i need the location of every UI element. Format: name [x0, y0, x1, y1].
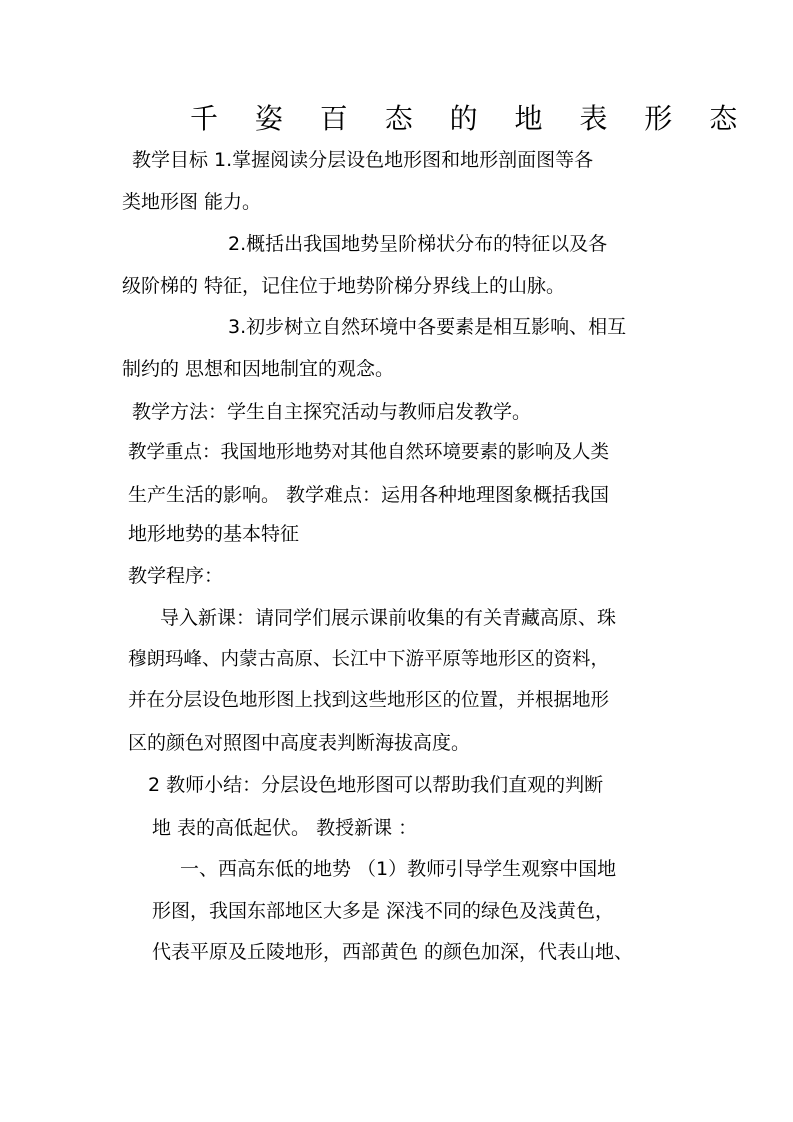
text-line-5: 3.初步树立自然环境中各要素是相互影响、相互 [228, 316, 627, 338]
text-line-3: 2.概括出我国地势呈阶梯状分布的特征以及各 [228, 233, 608, 255]
text-line-17: 地 表的高低起伏。 教授新课 ： [152, 817, 418, 839]
text-line-8: 教学重点：我国地形地势对其他自然环境要素的影响及人类 [128, 442, 610, 463]
text-line-6: 制约的 思想和因地制宜的观念。 [122, 358, 395, 380]
text-line-20: 代表平原及丘陵地形，西部黄色 的颜色加深，代表山地、 [152, 941, 634, 963]
text-line-7: 教学方法：学生自主探究活动与教师启发教学。 [132, 401, 532, 423]
text-line-4: 级阶梯的 特征，记住位于地势阶梯分界线上的山脉。 [122, 275, 566, 297]
text-line-11: 教学程序： [128, 565, 224, 587]
text-line-16: 2 教师小结：分层设色地形图可以帮助我们直观的判断 [148, 774, 604, 796]
text-line-13: 穆朗玛峰、内蒙古高原、长江中下游平原等地形区的资料， [128, 649, 610, 670]
text-line-15: 区的颜色对照图中高度表判断海拔高度。 [128, 732, 471, 754]
document-title: 千 姿 百 态 的 地 表 形 态 [190, 102, 752, 135]
text-line-19: 形图，我国东部地区大多是 深浅不同的绿色及浅黄色， [152, 900, 615, 922]
text-line-10: 地形地势的基本特征 [128, 523, 300, 545]
text-line-12: 导入新课：请同学们展示课前收集的有关青藏高原、珠 [160, 607, 617, 629]
text-line-2: 类地形图 能力。 [122, 191, 262, 213]
text-line-18: 一、西高东低的地势 （1）教师引导学生观察中国地 [180, 858, 617, 880]
text-line-1: 教学目标 1.掌握阅读分层设色地形图和地形剖面图等各 [132, 149, 594, 171]
text-line-9: 生产生活的影响。 教学难点：运用各种地理图象概括我国 [128, 484, 610, 506]
text-line-14: 并在分层设色地形图上找到这些地形区的位置，并根据地形 [128, 690, 610, 711]
